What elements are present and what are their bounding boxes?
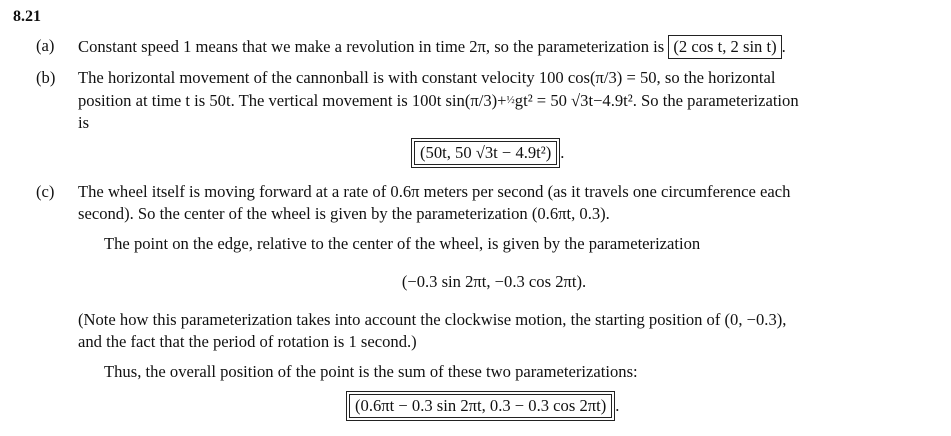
part-b-line-2b: gt² = 50 √3t−4.9t². So the parameterization <box>514 91 799 110</box>
problem-number: 8.21 <box>13 8 41 25</box>
part-b-answer-frame <box>411 138 560 168</box>
part-c-note-2: and the fact that the period of rotation is 1 second.) <box>78 332 417 351</box>
part-c-answer-frame <box>346 391 615 421</box>
part-c-label: (c) <box>36 182 55 201</box>
part-b-line-2 <box>78 89 910 112</box>
part-a-period: . <box>781 37 786 56</box>
part-b-line-3: is <box>78 113 90 132</box>
part-b-period: . <box>560 143 565 162</box>
part-c-line-2: second). So the center of the wheel is given by the parameterization (0.6πt, 0.3). <box>78 204 610 223</box>
part-a <box>38 35 910 59</box>
part-b-line-2a: position at time t is 50t. The vertical movement is 100t sin(π/3)+ <box>78 91 507 110</box>
part-c-period: . <box>615 396 620 415</box>
part-c-line-3: The point on the edge, relative to the center of the wheel, is given by the parameterization <box>104 234 701 253</box>
part-c-note-1: (Note how this parameterization takes into account the clockwise motion, the starting position of (0, −0.3), <box>78 310 787 329</box>
one-half-fraction: ½ <box>506 94 515 106</box>
part-b <box>38 67 910 168</box>
part-b-answer: (50t, 50 √3t − 4.9t²) <box>414 141 557 165</box>
part-c-answer-row <box>346 391 910 421</box>
part-a-answer: (2 cos t, 2 sin t) <box>668 35 781 59</box>
part-c-answer: (0.6πt − 0.3 sin 2πt, 0.3 − 0.3 cos 2πt) <box>349 394 612 418</box>
part-c-line-1: The wheel itself is moving forward at a rate of 0.6π meters per second (as it travels one circumference each <box>78 182 791 201</box>
part-b-label: (b) <box>36 68 56 87</box>
edge-point-formula: (−0.3 sin 2πt, −0.3 cos 2πt). <box>401 272 587 291</box>
part-c-line-4: Thus, the overall position of the point is the sum of these two parameterizations: <box>104 362 638 381</box>
part-c <box>38 181 910 421</box>
part-b-answer-row <box>411 138 910 168</box>
part-a-label: (a) <box>36 36 55 55</box>
part-a-text: Constant speed 1 means that we make a revolution in time 2π, so the parameterization is <box>78 37 665 56</box>
part-b-line-1: The horizontal movement of the cannonball is with constant velocity 100 cos(π/3) = 50, so the horizontal <box>78 68 776 87</box>
